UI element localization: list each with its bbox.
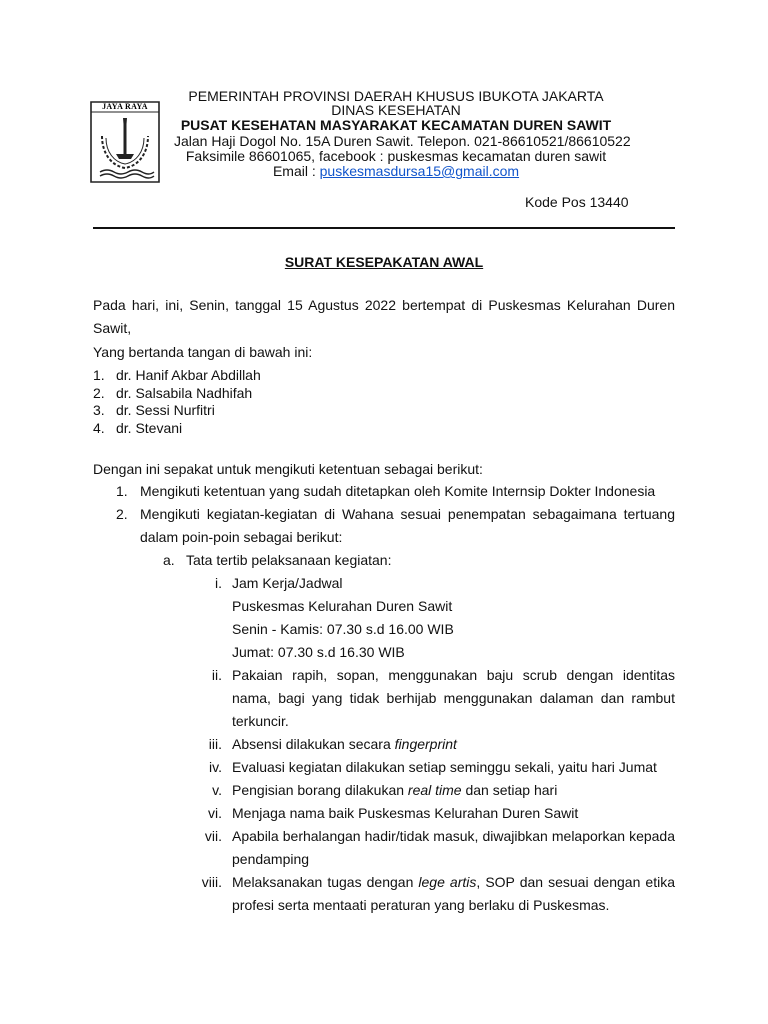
signatories-intro: Yang bertanda tangan di bawah ini: [93,344,313,360]
postcode: Kode Pos 13440 [525,194,629,210]
document-title: SURAT KESEPAKATAN AWAL [284,254,484,270]
rule-vii-absence: vii. Apabila berhalangan hadir/tidak masuk, diwajibkan melaporkan kepada pendamping [204,828,675,867]
rule-ii-attire: ii. Pakaian rapih, sopan, menggunakan baju scrub dengan identitas nama, bagi yang tidak berhijab menggunakan dalaman dan rambut terkuncir. [211,667,675,729]
letterhead-divider [93,227,675,229]
list-item: 1. dr. Hanif Akbar Abdillah [93,367,261,383]
letterhead-line-fax: Faksimile 86601065, facebook : puskesmas kecamatan duren sawit [185,148,607,164]
agreement-item-2: 2. Mengikuti kegiatan-kegiatan di Wahana sesuai penempatan sebagaimana tertuang dalam poin-poin sebagai berikut: [116,506,675,545]
rule-v-forms: v. Pengisian borang dilakukan real time dan setiap hari [212,782,558,798]
letterhead-line-government: PEMERINTAH PROVINSI DAERAH KHUSUS IBUKOTA JAKARTA [188,88,604,104]
logo-text: JAYA RAYA [102,102,148,111]
rule-i-schedule: i. Jam Kerja/Jadwal Puskesmas Kelurahan Duren Sawit Senin - Kamis: 07.30 s.d 16.00 WIB Jumat: 07.30 s.d 16.30 WIB [215,575,454,660]
list-item: 4. dr. Stevani [93,419,183,436]
rule-iv-evaluation: iv. Evaluasi kegiatan dilakukan setiap seminggu sekali, yaitu hari Jumat [209,759,657,775]
list-item: 2. dr. Salsabila Nadhifah [93,384,253,401]
rule-iii-attendance: iii. Absensi dilakukan secara fingerprint [208,736,457,752]
email-label: Email : [272,163,320,179]
letterhead-line-institution: PUSAT KESEHATAN MASYARAKAT KECAMATAN DUREN SAWIT [180,117,612,133]
letterhead-line-email [174,163,618,179]
rule-viii-duties: viii. Melaksanakan tugas dengan lege artis, SOP dan sesuai dengan etika profesi serta mentaati peraturan yang berlaku di Puskesmas. [201,874,675,913]
list-item: 3. dr. Sessi Nurfitri [93,402,215,418]
agreement-item-1: 1. Mengikuti ketentuan yang sudah ditetapkan oleh Komite Internsip Dokter Indonesia [116,483,656,499]
letterhead-line-address: Jalan Haji Dogol No. 15A Duren Sawit. Telepon. 021-86610521/86610522 [174,133,631,149]
agreement-intro: Dengan ini sepakat untuk mengikuti ketentuan sebagai berikut: [93,461,483,477]
email-link[interactable]: puskesmasdursa15@gmail.com [319,163,520,179]
jakarta-emblem-logo [88,96,162,184]
opening-paragraph: Pada hari, ini, Senin, tanggal 15 Agustus 2022 bertempat di Puskesmas Kelurahan Duren Sawit, [93,297,675,336]
rule-vi-reputation: vi. Menjaga nama baik Puskesmas Kelurahan Duren Sawit [208,805,579,821]
signatories-list [93,367,261,437]
sub-item-a: a. Tata tertib pelaksanaan kegiatan: [163,552,392,568]
letterhead-line-department: DINAS KESEHATAN [331,102,461,118]
